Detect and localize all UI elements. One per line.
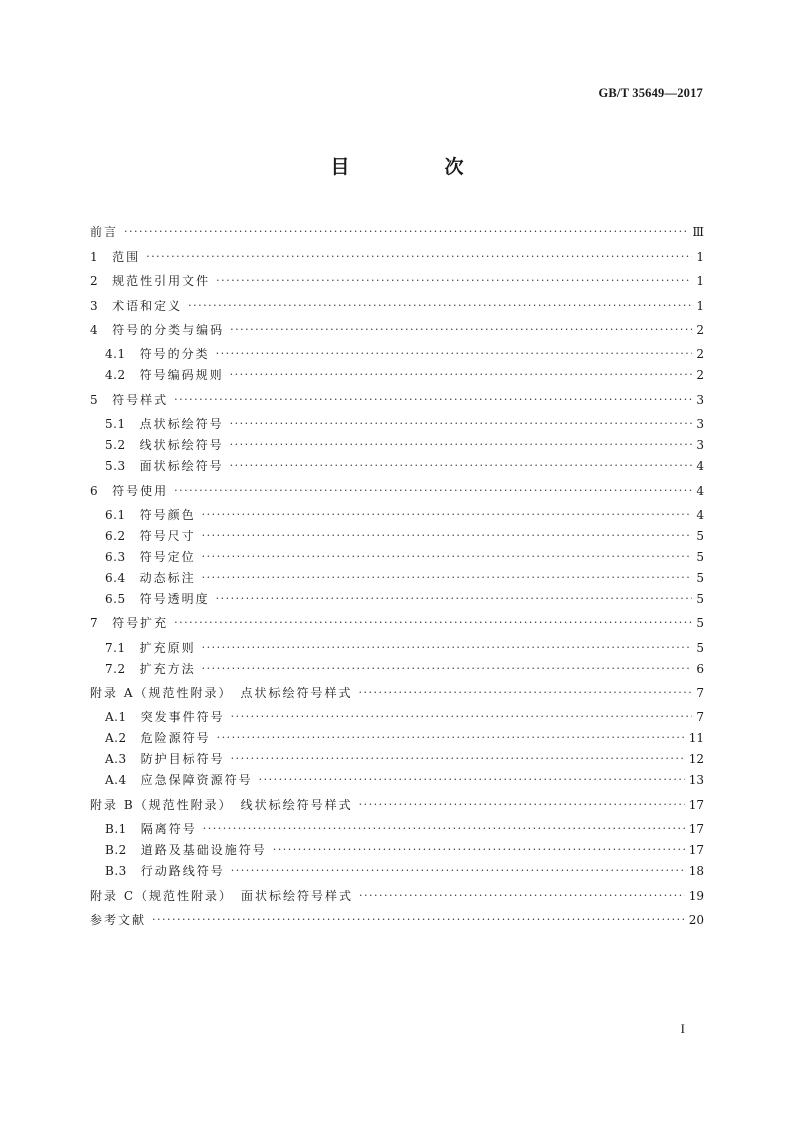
toc-entry[interactable] <box>90 473 704 497</box>
toc-leader-dots <box>146 250 692 264</box>
toc-entry[interactable] <box>90 452 704 473</box>
toc-entry[interactable] <box>90 382 704 406</box>
toc-leader-dots <box>188 299 692 313</box>
toc-entry-title: 符号扩充 <box>112 616 169 631</box>
toc-leader-dots <box>174 484 692 498</box>
toc-entry-number: 6.4 <box>105 570 126 585</box>
toc-entry[interactable] <box>90 700 704 724</box>
toc-entry-number: 6.5 <box>105 591 126 606</box>
toc-entry-title: 符号的分类 <box>139 347 210 362</box>
toc-entry-page: Ⅲ <box>692 225 704 240</box>
toc-entry-page: 5 <box>696 570 704 585</box>
toc-entry[interactable] <box>90 606 704 630</box>
toc-entry[interactable] <box>90 522 704 543</box>
toc-entry-page: 12 <box>688 752 704 767</box>
toc-entry-page: 17 <box>688 822 704 837</box>
toc-entry[interactable] <box>90 766 704 787</box>
toc-entry[interactable] <box>90 787 704 811</box>
toc-entry[interactable] <box>90 903 704 927</box>
toc-entry[interactable] <box>90 498 704 522</box>
toc-entry-title: 隔离符号 <box>140 822 197 837</box>
toc-leader-dots <box>259 773 685 787</box>
toc-entry-page: 1 <box>696 298 704 313</box>
toc-entry[interactable] <box>90 745 704 766</box>
toc-entry-page: 7 <box>696 686 704 701</box>
toc-leader-dots <box>230 438 692 452</box>
toc-leader-dots <box>359 798 685 812</box>
toc-entry-title: 符号颜色 <box>139 507 196 522</box>
toc-entry-page: 4 <box>696 459 704 474</box>
toc-entry-title: 符号使用 <box>112 483 169 498</box>
toc-entry-page: 2 <box>696 347 704 362</box>
page-number: I <box>680 1021 685 1036</box>
toc-entry-title: 前言 <box>90 225 119 240</box>
toc-entry-page: 6 <box>696 661 704 676</box>
toc-entry-number: 6 <box>90 483 99 498</box>
toc-entry-number: A.2 <box>105 731 127 746</box>
toc-entry[interactable] <box>90 878 704 902</box>
toc-entry-title: 面状标绘符号 <box>139 459 224 474</box>
toc-leader-dots <box>359 889 685 903</box>
toc-leader-dots <box>216 347 692 361</box>
toc-entry-number: 3 <box>90 298 99 313</box>
toc-entry[interactable] <box>90 564 704 585</box>
toc-leader-dots <box>358 686 692 700</box>
toc-leader-dots <box>203 822 685 836</box>
toc-entry-page: 4 <box>696 507 704 522</box>
toc-entry-title: 附录 B（规范性附录） 线状标绘符号样式 <box>90 797 353 812</box>
toc-entry[interactable] <box>90 812 704 836</box>
toc-entry-number: 4.1 <box>105 347 126 362</box>
toc-entry-number: 7.1 <box>105 640 126 655</box>
toc-entry-page: 5 <box>696 528 704 543</box>
toc-leader-dots <box>124 225 688 239</box>
toc-leader-dots <box>231 710 692 724</box>
toc-entry-title: 动态标注 <box>139 570 196 585</box>
toc-entry-page: 18 <box>688 864 704 879</box>
toc-entry-title: 符号尺寸 <box>139 528 196 543</box>
toc-leader-dots <box>202 571 692 585</box>
toc-entry[interactable] <box>90 630 704 654</box>
toc-entry[interactable] <box>90 313 704 337</box>
toc-entry-page: 3 <box>696 438 704 453</box>
toc-leader-dots <box>230 417 692 431</box>
table-of-contents <box>90 215 704 927</box>
toc-entry[interactable] <box>90 676 704 700</box>
toc-entry-number: 1 <box>90 249 99 264</box>
toc-entry-title: 行动路线符号 <box>140 864 225 879</box>
toc-entry-number: 5.2 <box>105 438 126 453</box>
toc-entry-page: 4 <box>696 483 704 498</box>
toc-entry-title: 符号的分类与编码 <box>112 322 225 337</box>
toc-entry-number: 2 <box>90 274 99 289</box>
toc-leader-dots <box>230 459 692 473</box>
toc-entry-page: 11 <box>688 731 704 746</box>
toc-entry-page: 3 <box>696 392 704 407</box>
toc-entry[interactable] <box>90 288 704 312</box>
toc-entry-number: 6.1 <box>105 507 126 522</box>
toc-leader-dots <box>152 913 685 927</box>
toc-entry-number: B.1 <box>105 822 127 837</box>
toc-entry-number: A.1 <box>105 710 127 725</box>
toc-entry-title: 防护目标符号 <box>140 752 225 767</box>
toc-entry-title: 符号透明度 <box>139 591 210 606</box>
toc-entry-number: 5.3 <box>105 459 126 474</box>
toc-entry[interactable] <box>90 836 704 857</box>
toc-leader-dots <box>216 592 692 606</box>
toc-entry[interactable] <box>90 264 704 288</box>
toc-entry-title: 规范性引用文件 <box>112 274 211 289</box>
toc-leader-dots <box>230 368 692 382</box>
toc-entry-number: A.4 <box>105 773 127 788</box>
toc-entry[interactable] <box>90 585 704 606</box>
toc-entry[interactable] <box>90 724 704 745</box>
toc-entry[interactable] <box>90 239 704 263</box>
toc-entry-page: 7 <box>696 710 704 725</box>
toc-entry-number: B.2 <box>105 843 127 858</box>
toc-leader-dots <box>216 274 692 288</box>
toc-entry[interactable] <box>90 857 704 878</box>
toc-entry[interactable] <box>90 215 704 239</box>
toc-entry-page: 19 <box>688 888 704 903</box>
toc-entry-number: 7.2 <box>105 661 126 676</box>
toc-entry[interactable] <box>90 407 704 431</box>
toc-entry-page: 3 <box>696 417 704 432</box>
toc-leader-dots <box>273 843 685 857</box>
toc-entry-title: 应急保障资源符号 <box>140 773 253 788</box>
toc-entry-title: 扩充方法 <box>139 661 196 676</box>
toc-entry[interactable] <box>90 361 704 382</box>
toc-entry-title: 附录 C（规范性附录） 面状标绘符号样式 <box>90 888 353 903</box>
toc-leader-dots <box>202 662 692 676</box>
toc-entry-number: 6.2 <box>105 528 126 543</box>
toc-leader-dots <box>230 323 692 337</box>
toc-entry[interactable] <box>90 337 704 361</box>
toc-leader-dots <box>231 864 685 878</box>
toc-entry-page: 2 <box>696 322 704 337</box>
toc-entry-title: 符号编码规则 <box>139 368 224 383</box>
toc-leader-dots <box>217 731 685 745</box>
toc-entry[interactable] <box>90 543 704 564</box>
toc-entry-title: 符号样式 <box>112 392 169 407</box>
toc-entry-title: 术语和定义 <box>112 298 183 313</box>
toc-entry-number: 5.1 <box>105 417 126 432</box>
toc-entry-title: 参考文献 <box>90 913 147 928</box>
toc-leader-dots <box>231 752 685 766</box>
toc-entry-number: 5 <box>90 392 99 407</box>
toc-entry-page: 5 <box>696 591 704 606</box>
toc-entry-title: 危险源符号 <box>140 731 211 746</box>
toc-entry-number: 6.3 <box>105 549 126 564</box>
toc-entry-title: 附录 A（规范性附录） 点状标绘符号样式 <box>90 686 353 701</box>
toc-leader-dots <box>202 508 692 522</box>
toc-entry-number: 4.2 <box>105 368 126 383</box>
standard-code: GB/T 35649—2017 <box>598 86 703 100</box>
toc-entry-title: 道路及基础设施符号 <box>140 843 267 858</box>
toc-entry-title: 突发事件符号 <box>140 710 225 725</box>
toc-leader-dots <box>174 393 692 407</box>
toc-leader-dots <box>202 529 692 543</box>
toc-entry-page: 2 <box>696 368 704 383</box>
toc-entry-number: 7 <box>90 616 99 631</box>
toc-entry-title: 线状标绘符号 <box>139 438 224 453</box>
toc-leader-dots <box>202 550 692 564</box>
toc-entry-title: 符号定位 <box>139 549 196 564</box>
toc-entry[interactable] <box>90 431 704 452</box>
toc-leader-dots <box>202 641 692 655</box>
toc-entry-page: 1 <box>696 274 704 289</box>
toc-entry-number: A.3 <box>105 752 127 767</box>
toc-leader-dots <box>174 616 692 630</box>
toc-entry-page: 13 <box>688 773 704 788</box>
page-title: 目 次 <box>330 156 502 178</box>
toc-entry-title: 范围 <box>112 249 141 264</box>
toc-entry-page: 5 <box>696 549 704 564</box>
toc-entry-title: 点状标绘符号 <box>139 417 224 432</box>
toc-entry-number: B.3 <box>105 864 127 879</box>
toc-entry-page: 17 <box>688 843 704 858</box>
toc-entry-number: 4 <box>90 322 99 337</box>
toc-entry-title: 扩充原则 <box>139 640 196 655</box>
toc-entry-page: 1 <box>696 249 704 264</box>
toc-entry-page: 5 <box>696 616 704 631</box>
toc-entry-page: 17 <box>688 797 704 812</box>
toc-entry-page: 5 <box>696 640 704 655</box>
toc-entry[interactable] <box>90 655 704 676</box>
toc-entry-page: 20 <box>688 913 704 928</box>
